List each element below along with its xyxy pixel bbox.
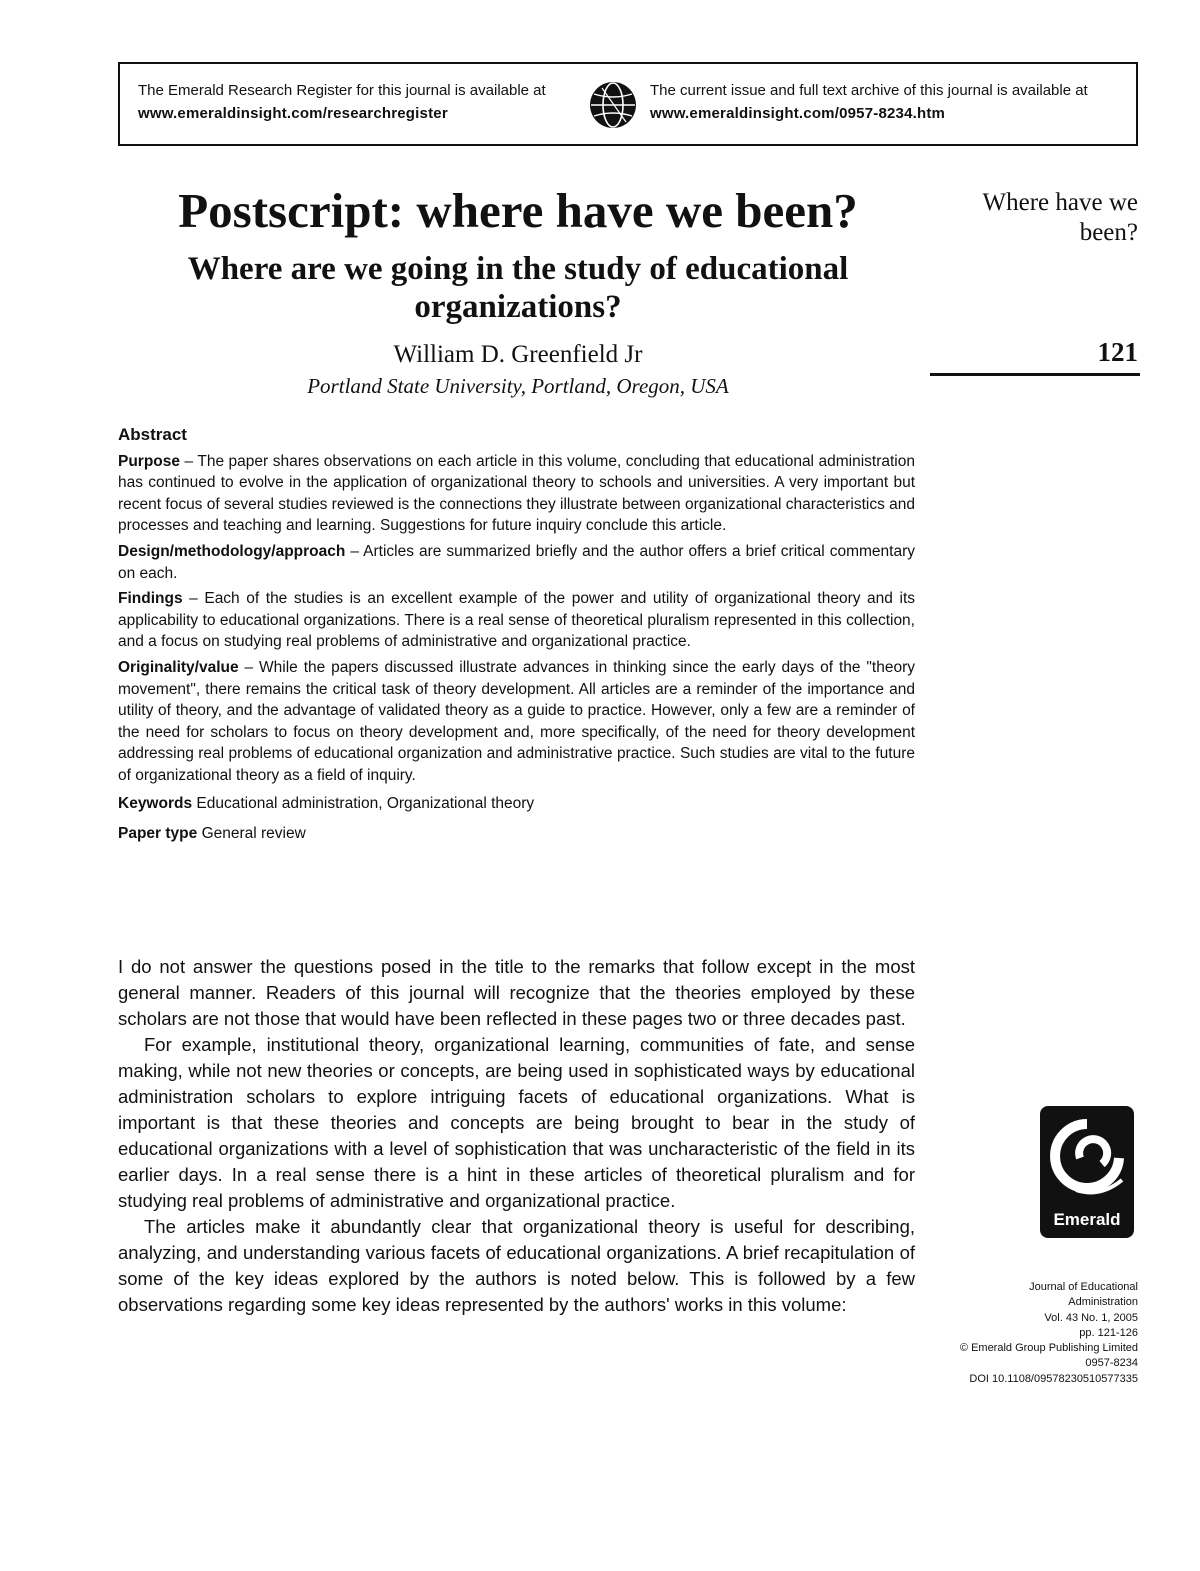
research-register-text: The Emerald Research Register for this journal is available at: [138, 82, 546, 99]
keywords-text: Educational administration, Organizational theory: [192, 794, 535, 812]
author-name: William D. Greenfield Jr: [393, 341, 643, 368]
body-paragraph-1: I do not answer the questions posed in the title to the remarks that follow except in the most general manner. Readers of this journal will recognize that the theories employed by these scholars are not those that would have been reflected in these pages two or three decades past.: [118, 956, 915, 1029]
journal-volume: Vol. 43 No. 1, 2005: [1044, 1311, 1138, 1324]
globe-icon: [588, 80, 638, 130]
paper-type-label: Paper type: [118, 825, 198, 843]
journal-issn: 0957-8234: [1085, 1357, 1138, 1370]
journal-publisher: © Emerald Group Publishing Limited: [959, 1342, 1138, 1355]
research-register-link[interactable]: www.emeraldinsight.com/researchregister: [138, 105, 448, 122]
header-banner: [118, 62, 1138, 146]
page-number: 121: [1097, 337, 1138, 367]
emerald-brand-text: Emerald: [1053, 1210, 1121, 1229]
journal-info: [900, 1280, 1138, 1387]
findings-text: – Each of the studies is an excellent example of the power and utility of organizational theory and its applicability to educational organizations. There is a real sense of theoretical pluralism represented in this collection, and a focus on studying real problems of administrative and organizational practice.: [118, 590, 915, 651]
emerald-logo-icon: [1040, 1106, 1134, 1238]
article-subtitle: Where are we going in the study of educational organizations?: [187, 251, 849, 325]
design-text: – Articles are summarized briefly and the author offers a brief critical commentary on each.: [118, 542, 915, 582]
originality-label: Originality/value: [118, 658, 239, 676]
abstract-paper-type: [118, 823, 915, 845]
running-head: Where have we been?: [982, 189, 1138, 246]
journal-doi: DOI 10.1108/09578230510577335: [969, 1372, 1138, 1385]
full-text-notice: [650, 79, 1135, 125]
purpose-label: Purpose: [118, 452, 181, 470]
page-number-rule: [930, 373, 1140, 376]
full-text-link[interactable]: www.emeraldinsight.com/0957-8234.htm: [650, 105, 946, 122]
originality-text: – While the papers discussed illustrate advances in thinking since the early days of the "theory movement", there remains the critical task of theory development. All articles are a reminder of the importance and utility of theory, and the advantage of validated theory as a guide to practice. However, only a few are a reminder of the need for scholars to focus on theory development and, more specifically, of the need for theory development addressing real problems of educational organization and administrative practice. Such studies are vital to the future of organizational theory as a field of inquiry.: [118, 658, 915, 784]
abstract-design: [118, 541, 915, 584]
journal-pages: pp. 121-126: [1079, 1326, 1138, 1339]
research-register-notice: [138, 79, 588, 125]
paper-type-text: General review: [197, 825, 306, 843]
body-paragraph-3: The articles make it abundantly clear that organizational theory is useful for describing, analyzing, and understanding various facets of educational organizations. A brief recapitulation of some of the key ideas explored by the authors is noted below. This is followed by a few observations regarding some key ideas represented by the authors' works in this volume:: [118, 1216, 915, 1315]
journal-name-line2: Administration: [1068, 1296, 1138, 1309]
findings-label: Findings: [118, 590, 183, 608]
keywords-label: Keywords: [118, 794, 193, 812]
abstract-purpose: [118, 451, 915, 537]
body-paragraph-2: For example, institutional theory, organizational learning, communities of fate, and sense making, while not new theories or concepts, are being used in sophisticated ways by educational administration scholars to explore intriguing facets of educational organizations. What is important is that these theories and concepts are being brought to bear in the study of educational organizations with a level of sophistication that was uncharacteristic of the field in its earlier days. In a real sense there is a hint in these articles of theoretical pluralism and for studying real problems of administrative and organizational practice.: [118, 1034, 915, 1211]
abstract-findings: [118, 588, 915, 653]
purpose-text: – The paper shares observations on each article in this volume, concluding that educational administration has continued to evolve in the application of organizational theory to schools and universities. A very important but recent focus of several studies reviewed is the connections they illustrate between organizational characteristics and processes and teaching and learning. Suggestions for future inquiry conclude this article.: [118, 452, 915, 535]
design-label: Design/methodology/approach: [118, 542, 346, 560]
abstract-keywords: [118, 793, 915, 815]
abstract-originality: [118, 657, 915, 787]
journal-name-line1: Journal of Educational: [1029, 1281, 1138, 1293]
author-affiliation: Portland State University, Portland, Oregon, USA: [307, 374, 729, 398]
body-text: [118, 954, 915, 1318]
article-title: Postscript: where have we been?: [178, 183, 858, 238]
full-text-text: The current issue and full text archive of this journal is available at: [650, 82, 1088, 99]
abstract: [118, 424, 915, 849]
abstract-heading: Abstract: [118, 425, 187, 444]
